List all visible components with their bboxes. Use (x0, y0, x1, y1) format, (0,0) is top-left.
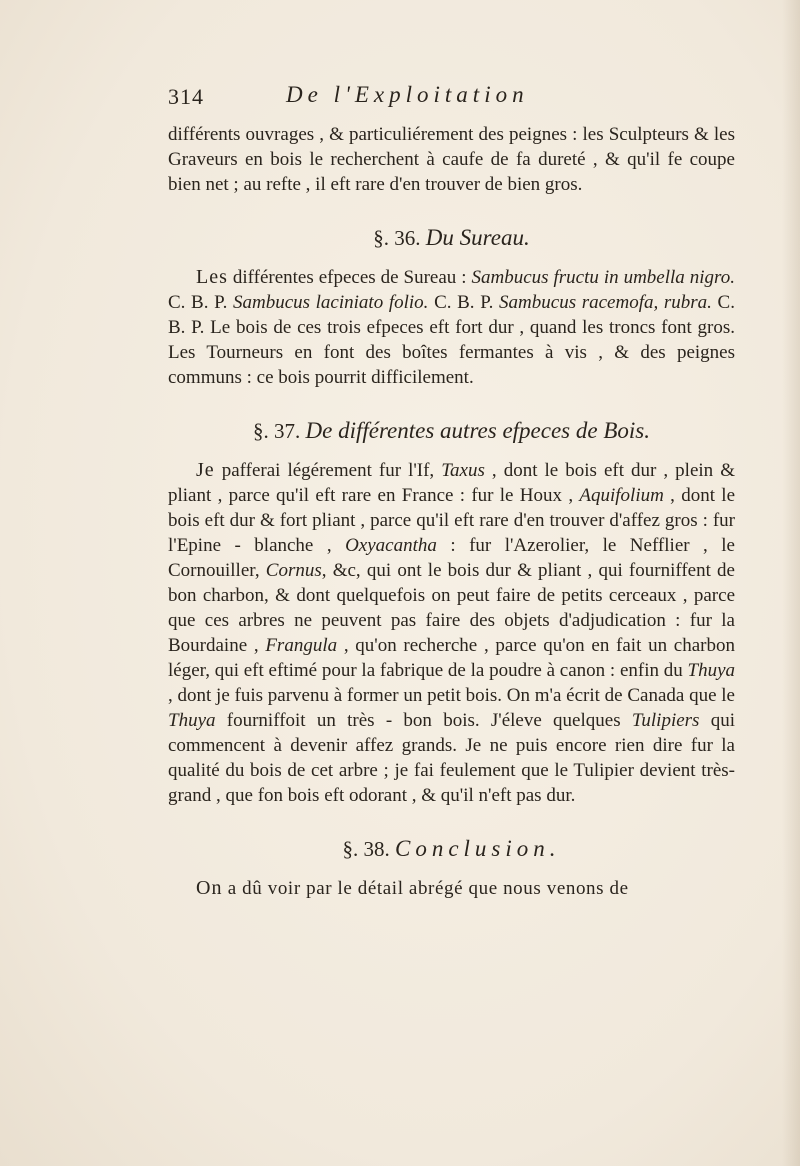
small-caps-opening: On (196, 877, 223, 899)
page-header (168, 82, 735, 118)
small-caps-opening: Je (196, 459, 215, 481)
latin-name: Thuya (168, 710, 216, 731)
section-heading-36 (168, 225, 735, 251)
section-title: Du Sureau. (425, 225, 530, 250)
section-title: De différentes autres efpeces de Bois. (305, 418, 650, 443)
text-run: C. B. P. (168, 292, 233, 313)
running-title: De l'Exploitation (286, 82, 529, 107)
text-run: pafferai légérement fur l'If, (214, 460, 442, 481)
latin-name: Oxyacantha (345, 535, 437, 556)
section-number: §. 36. (373, 226, 421, 250)
paragraph-sureau (168, 265, 735, 390)
text-run: C. B. P. Le bois de ces trois efpeces eft fort dur , quand les troncs font gros. Les Tourneurs en font des boîtes fermantes à vis , & des peignes communs : ce bois pourrit difficilement. (168, 292, 735, 388)
text-run: qui commencent à devenir affez grands. Je ne puis encore rien dire fur la qualité du bois de cet arbre ; je fai feulement que le Tulipier devient très-grand , que fon bois eft odorant , & qu'il n'eft pas dur. (168, 710, 736, 806)
text-run: C. B. P. (428, 292, 500, 313)
text-run: , dont le bois eft dur & fort pliant , parce qu'il eft rare d'en trouver d'affez gros : fur l'Epine - blanche , (168, 485, 735, 556)
section-title: Conclusion. (394, 836, 561, 861)
text-run: , dont je fuis parvenu à former un petit bois. On m'a écrit de Canada que le (168, 685, 735, 706)
latin-name: Aquifolium (579, 485, 664, 506)
latin-name: Cornus (265, 560, 322, 581)
paragraph-autres-bois (168, 458, 735, 808)
text-run: , dont le bois eft dur , plein & pliant , parce qu'il eft rare en France : fur le Houx , (168, 460, 735, 506)
text-run: fourniffoit un très - bon bois. J'éleve quelques (215, 710, 632, 731)
section-number: §. 38. (342, 837, 390, 861)
section-heading-37 (168, 418, 735, 444)
small-caps-opening: Les (196, 266, 228, 288)
section-heading-38 (168, 836, 735, 862)
text-run: : fur l'Azerolier, le Nefflier , le Cornouiller, (168, 535, 735, 581)
paragraph-continuation: différents ouvrages , & particuliérement des peignes : les Sculpteurs & les Graveurs en bois le recherchent à caufe de fa dureté , & qu'il fe coupe bien net ; au refte , il eft rare d'en trouver de bien gros. (168, 124, 735, 195)
latin-name: Sambucus fructu in umbella nigro. (471, 267, 735, 288)
page-number: 314 (168, 84, 204, 109)
latin-name: Sambucus laciniato folio. (232, 292, 429, 313)
latin-name: Frangula (265, 635, 338, 656)
page-edge-shadow (782, 0, 800, 1166)
latin-name: Thuya (687, 660, 735, 681)
text-run: , qu'on recherche , parce qu'on en fait un charbon léger, qui eft eftimé pour la fabrique de la poudre à canon : enfin du (168, 635, 735, 681)
latin-name: Taxus (441, 460, 485, 481)
paragraph-conclusion (168, 876, 735, 901)
text-run: , &c, qui ont le bois dur & pliant , qui fourniffent de bon charbon, & dont quelquefois on peut faire de petits cerceaux , parce que ces arbres ne peuvent pas faire des objets d'adjudication : fur la Bourdaine , (168, 560, 735, 656)
text-run: différentes efpeces de Sureau : (227, 267, 472, 288)
text-run: a dû voir par le détail abrégé que nous venons de (222, 878, 629, 899)
latin-name: Sambucus racemofa, rubra. (499, 292, 712, 313)
text-block (168, 82, 735, 901)
latin-name: Tulipiers (631, 710, 700, 731)
section-number: §. 37. (253, 419, 301, 443)
